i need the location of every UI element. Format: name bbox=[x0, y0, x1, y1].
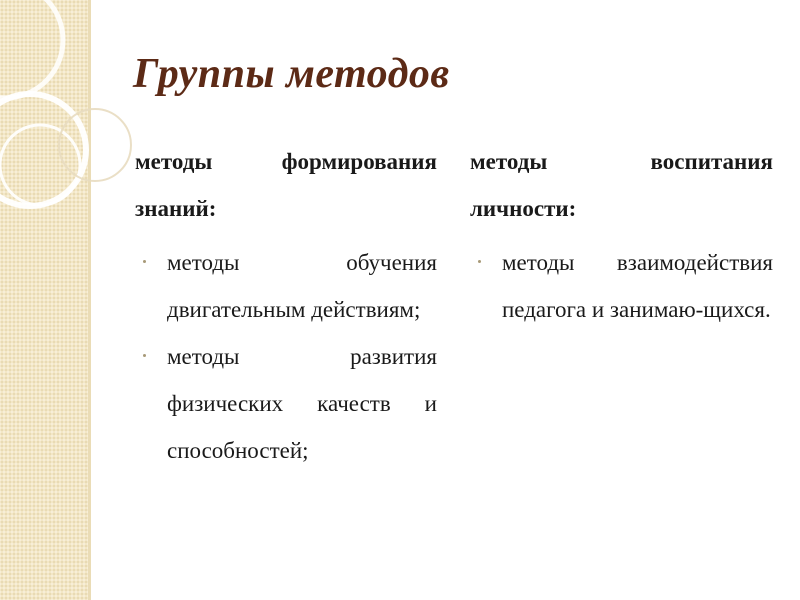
small-dot-icon bbox=[478, 260, 481, 263]
list-item-text: методы развития физических качеств и способностей; bbox=[167, 344, 437, 463]
list-item bbox=[470, 239, 773, 333]
bullet-list bbox=[135, 239, 437, 474]
column-personality-methods bbox=[470, 138, 773, 333]
column-heading: методы воспитания личности: bbox=[470, 149, 773, 221]
small-dot-icon bbox=[143, 260, 146, 263]
list-item bbox=[135, 239, 437, 333]
overlapping-rings-icon bbox=[0, 0, 130, 230]
list-item bbox=[135, 333, 437, 474]
bullet-list bbox=[470, 239, 773, 333]
list-item-text: методы взаимодействия педагога и занимаю-щихся. bbox=[502, 250, 773, 322]
slide-title: Группы методов bbox=[133, 51, 450, 97]
column-heading: методы формирования знаний: bbox=[135, 149, 437, 221]
list-item-text: методы обучения двигательным действиям; bbox=[167, 250, 437, 322]
column-knowledge-methods bbox=[135, 138, 437, 474]
small-dot-icon bbox=[143, 354, 146, 357]
